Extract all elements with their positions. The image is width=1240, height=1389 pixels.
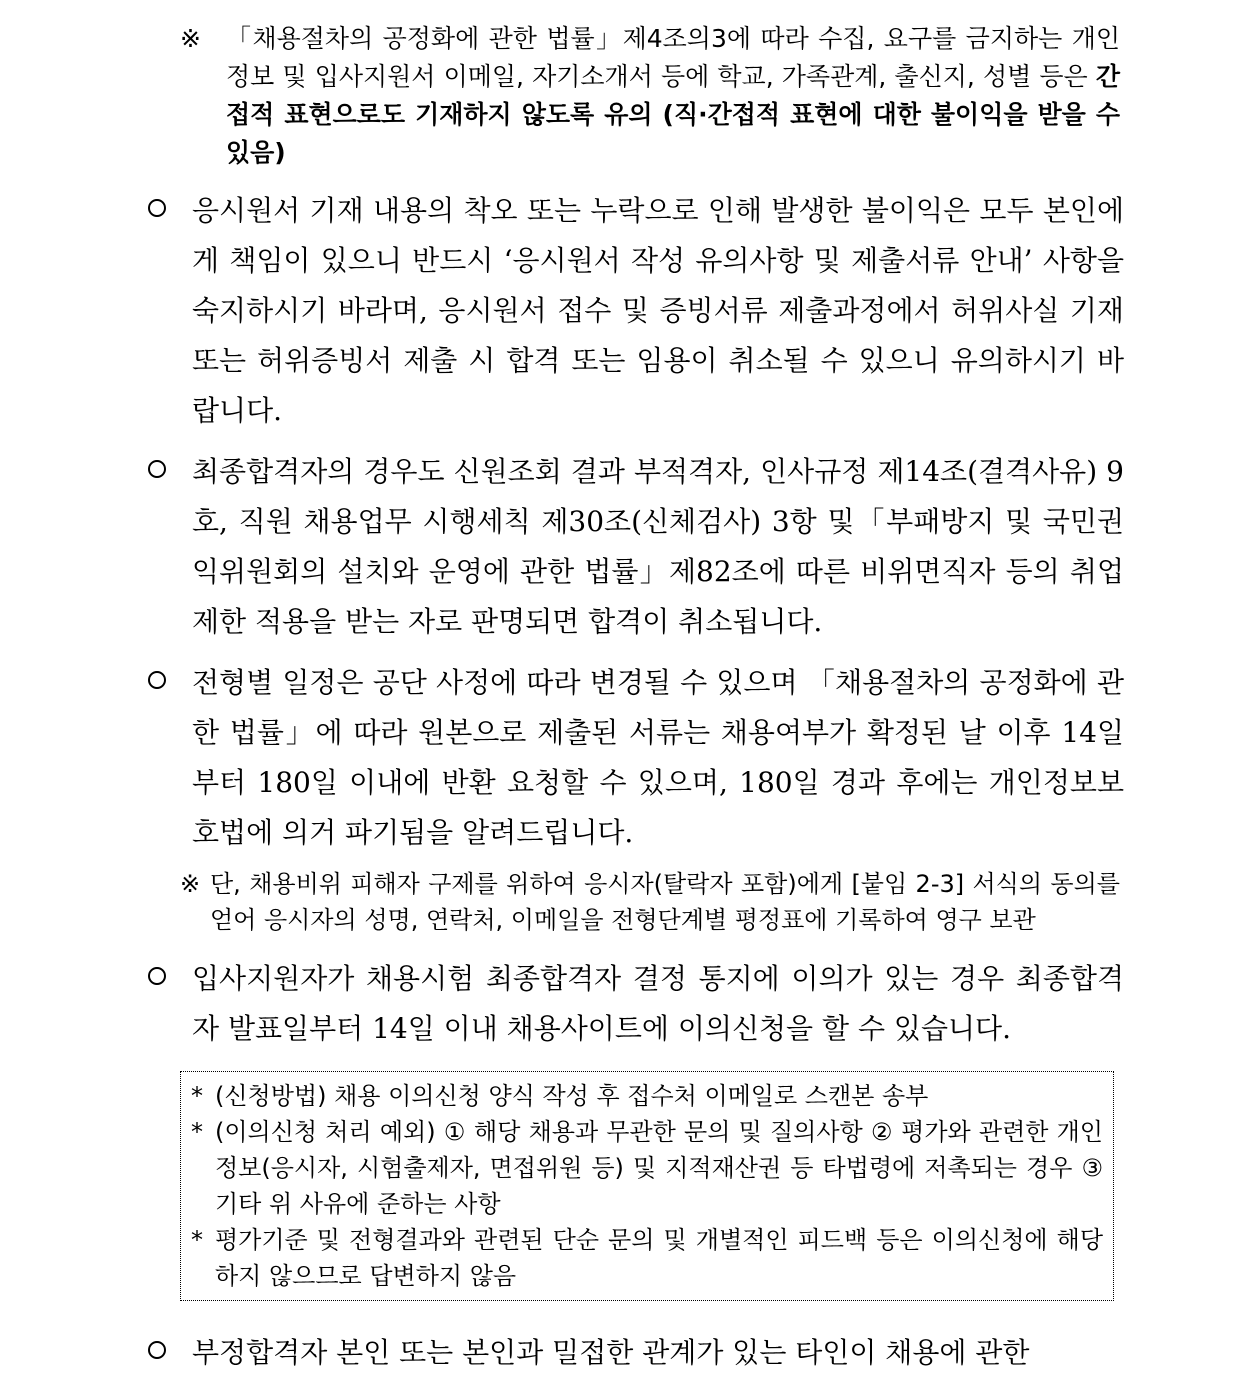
bullet-text: 부정합격자 본인 또는 본인과 밀접한 관계가 있는 타인이 채용에 관한	[192, 1336, 1030, 1369]
bullet-item-objection	[148, 954, 1124, 1054]
box-item-text: (신청방법) 채용 이의신청 양식 작성 후 접수처 이메일로 스캔본 송부	[215, 1082, 929, 1110]
box-item-text: (이의신청 처리 예외) ① 해당 채용과 무관한 문의 및 질의사항 ② 평가와 관련한 개인정보(응시자, 시험출제자, 면접위원 등) 및 지적재산권 등 타법령에 저촉되는 경우 ③ 기타 위 사유에 준하는 사항	[215, 1118, 1103, 1218]
circle-bullet-icon	[148, 1341, 166, 1359]
bullet-text: 응시원서 기재 내용의 착오 또는 누락으로 인해 발생한 불이익은 모두 본인에게 책임이 있으니 반드시 ‘응시원서 작성 유의사항 및 제출서류 안내’ 사항을 숙지하시기 바라며, 응시원서 접수 및 증빙서류 제출과정에서 허위사실 기재 또는 허위증빙서 제출 시 합격 또는 임용이 취소될 수 있으니 유의하시기 바랍니다.	[192, 194, 1124, 427]
bullet-item-final-disqualification	[148, 447, 1124, 647]
bullet-text: 전형별 일정은 공단 사정에 따라 변경될 수 있으며 「채용절차의 공정화에 관한 법률」에 따라 원본으로 제출된 서류는 채용여부가 확정된 날 이후 14일부터 180일 이내에 반환 요청할 수 있으며, 180일 경과 후에는 개인정보보호법에 의거 파기됨을 알려드립니다.	[192, 666, 1124, 849]
bullet-text: 최종합격자의 경우도 신원조회 결과 부적격자, 인사규정 제14조(결격사유) 9호, 직원 채용업무 시행세칙 제30조(신체검사) 3항 및「부패방지 및 국민권익위원회의 설치와 운영에 관한 법률」제82조에 따른 비위면직자 등의 취업제한 적용을 받는 자로 판명되면 합격이 취소됩니다.	[192, 455, 1124, 638]
reference-mark: ※	[180, 24, 201, 53]
circle-bullet-icon	[148, 671, 166, 689]
bullet-item-application-errors	[148, 186, 1124, 436]
asterisk-mark: *	[191, 1082, 203, 1110]
reference-mark: ※	[180, 870, 201, 898]
mid-note	[180, 866, 1120, 938]
objection-info-box	[180, 1071, 1114, 1301]
box-item-exceptions	[191, 1114, 1103, 1222]
bullet-item-fraudulent-pass	[148, 1328, 1124, 1378]
box-item-text: 평가기준 및 전형결과와 관련된 단순 문의 및 개별적인 피드백 등은 이의신청에 해당하지 않으므로 답변하지 않음	[215, 1226, 1103, 1290]
circle-bullet-icon	[148, 460, 166, 478]
circle-bullet-icon	[148, 967, 166, 985]
asterisk-mark: *	[191, 1226, 203, 1254]
bullet-text: 입사지원자가 채용시험 최종합격자 결정 통지에 이의가 있는 경우 최종합격자 발표일부터 14일 이내 채용사이트에 이의신청을 할 수 있습니다.	[192, 962, 1124, 1045]
box-item-method	[191, 1078, 1103, 1114]
bullet-item-schedule-documents	[148, 658, 1124, 858]
asterisk-mark: *	[191, 1118, 203, 1146]
top-note	[180, 20, 1120, 172]
box-item-no-feedback	[191, 1222, 1103, 1294]
circle-bullet-icon	[148, 199, 166, 217]
top-note-text: 「채용절차의 공정화에 관한 법률」제4조의3에 따라 수집, 요구를 금지하는 개인정보 및 입사지원서 이메일, 자기소개서 등에 학교, 가족관계, 출신지, 성별 등은	[226, 24, 1120, 91]
top-note-body	[226, 20, 1120, 172]
mid-note-text: 단, 채용비위 피해자 구제를 위하여 응시자(탈락자 포함)에게 [붙임 2-3] 서식의 동의를 얻어 응시자의 성명, 연락처, 이메일을 전형단계별 평정표에 기록하여 영구 보관	[210, 870, 1120, 934]
top-note-emphasis: 간접적 표현으로도 기재하지 않도록 유의 (직·간접적 표현에 대한 불이익을 받을 수 있음)	[226, 62, 1120, 167]
